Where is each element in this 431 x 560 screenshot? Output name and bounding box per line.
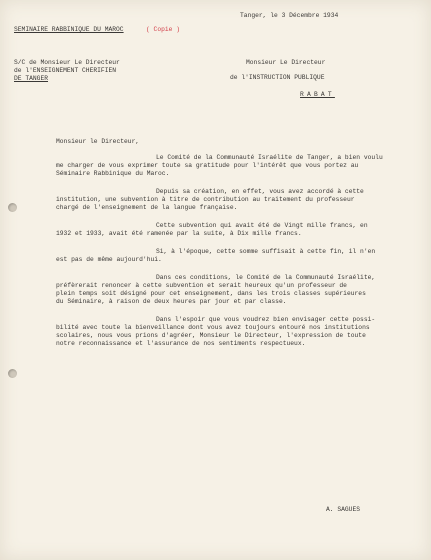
body-line: Séminaire Rabbinique du Maroc.: [56, 170, 170, 177]
body-line: chargé de l'enseignement de la langue française.: [56, 204, 238, 211]
via-line-2: de l'ENSEIGNEMENT CHERIFIEN: [14, 67, 117, 74]
punch-hole-bottom: [8, 369, 17, 378]
signature: A. SAGUES: [326, 506, 361, 513]
body-line: bilité avec toute la bienveillance dont vous avez toujours entouré nos institutions: [56, 324, 370, 331]
body-line: est pas de même aujourd'hui.: [56, 256, 162, 263]
paragraph-6: [56, 316, 376, 348]
place-date: Tanger, le 3 Décembre 1934: [240, 12, 339, 19]
letter-body: [56, 154, 383, 358]
body-line: institution, une subvention à titre de contribution au traitement du professeur: [56, 196, 355, 203]
paragraph-5: [56, 274, 376, 306]
body-line: préfèrerait renoncer à cette subvention et serait heureux qu'un professeur de: [56, 282, 347, 289]
body-line: Si, à l'époque, cette somme suffisait à cette fin, il n'en: [156, 248, 376, 255]
recipient-city: RABAT: [300, 91, 335, 98]
salutation: Monsieur le Directeur,: [56, 138, 140, 145]
via-line-3: DE TANGER: [14, 75, 49, 82]
paragraph-3: [56, 222, 376, 238]
body-line: 1932 et 1933, avait été ramenée par la suite, à Dix mille francs.: [56, 230, 302, 237]
paragraph-2: [56, 188, 376, 212]
recipient-line-1: Monsieur Le Directeur: [246, 59, 326, 66]
body-line: Dans ces conditions, le Comité de la Communauté Israélite,: [156, 274, 376, 281]
body-line: Cette subvention qui avait été de Vingt mille francs, en: [156, 222, 368, 229]
recipient-line-2: de l'INSTRUCTION PUBLIQUE: [230, 74, 325, 81]
paragraph-1: [56, 154, 383, 178]
body-line: Le Comité de la Communauté Israélite de Tanger, a bien voulu: [156, 154, 383, 161]
body-line: du Séminaire, à raison de deux heures par jour et par classe.: [56, 298, 287, 305]
body-line: scolaires, nous vous prions d'agréer, Monsieur le Directeur, l'expression de toute: [56, 332, 366, 339]
body-line: plein temps soit désigné pour cet enseignement, dans les trois classes supérieures: [56, 290, 366, 297]
body-line: notre reconnaissance et l'assurance de nos sentiments respectueux.: [56, 340, 306, 347]
punch-hole-top: [8, 203, 17, 212]
paragraph-4: [56, 248, 376, 264]
copy-mark: ( Copie ): [146, 26, 181, 33]
via-line-1: S/C de Monsieur Le Directeur: [14, 59, 120, 66]
body-line: Dans l'espoir que vous voudrez bien envisager cette possi-: [156, 316, 376, 323]
institution-name: SEMINAIRE RABBINIQUE DU MAROC: [14, 26, 124, 33]
body-line: Depuis sa création, en effet, vous avez accordé à cette: [156, 188, 364, 195]
body-line: me charger de vous exprimer toute sa gratitude pour l'intérêt que vous portez au: [56, 162, 359, 169]
